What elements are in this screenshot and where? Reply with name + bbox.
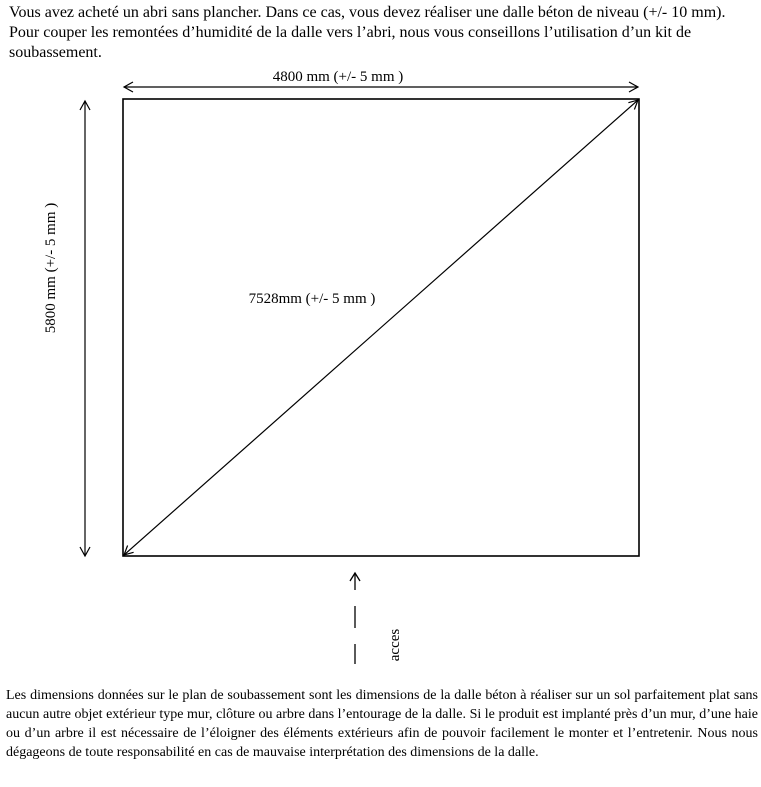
- intro-paragraph: Vous avez acheté un abri sans plancher. Dans ce cas, vous devez réaliser une dalle béton de niveau (+/- 10 mm). Pour couper les remontées d’humidité de la dalle vers l’abri, nous vous conseillons l’utilisation d’un kit de soubassement.: [9, 4, 726, 61]
- access-arrow: [350, 573, 360, 664]
- height-dimension-arrow: [80, 101, 90, 556]
- diagonal-dimension-arrow: [124, 100, 638, 555]
- width-label: 4800 mm (+/- 5 mm ): [272, 69, 404, 85]
- diagonal-label: 7528mm (+/- 5 mm ): [248, 291, 376, 307]
- access-label: acces: [387, 628, 403, 662]
- height-label: 5800 mm (+/- 5 mm ): [43, 202, 59, 334]
- footer-disclaimer: Les dimensions données sur le plan de soubassement sont les dimensions de la dalle béton à réaliser sur un sol parfaitement plat sans aucun autre objet extérieur type mur, clôture ou arbre dans l’entourage de la dalle. Si le produit est implanté près d’un mur, d’une haie ou d’un arbre il est nécessaire de l’éloigner des éléments extérieurs afin de pouvoir facilement le monter et l’entretenir. Nous nous dégageons de toute responsabilité en cas de mauvaise interprétation des dimensions de la dalle.: [6, 688, 758, 760]
